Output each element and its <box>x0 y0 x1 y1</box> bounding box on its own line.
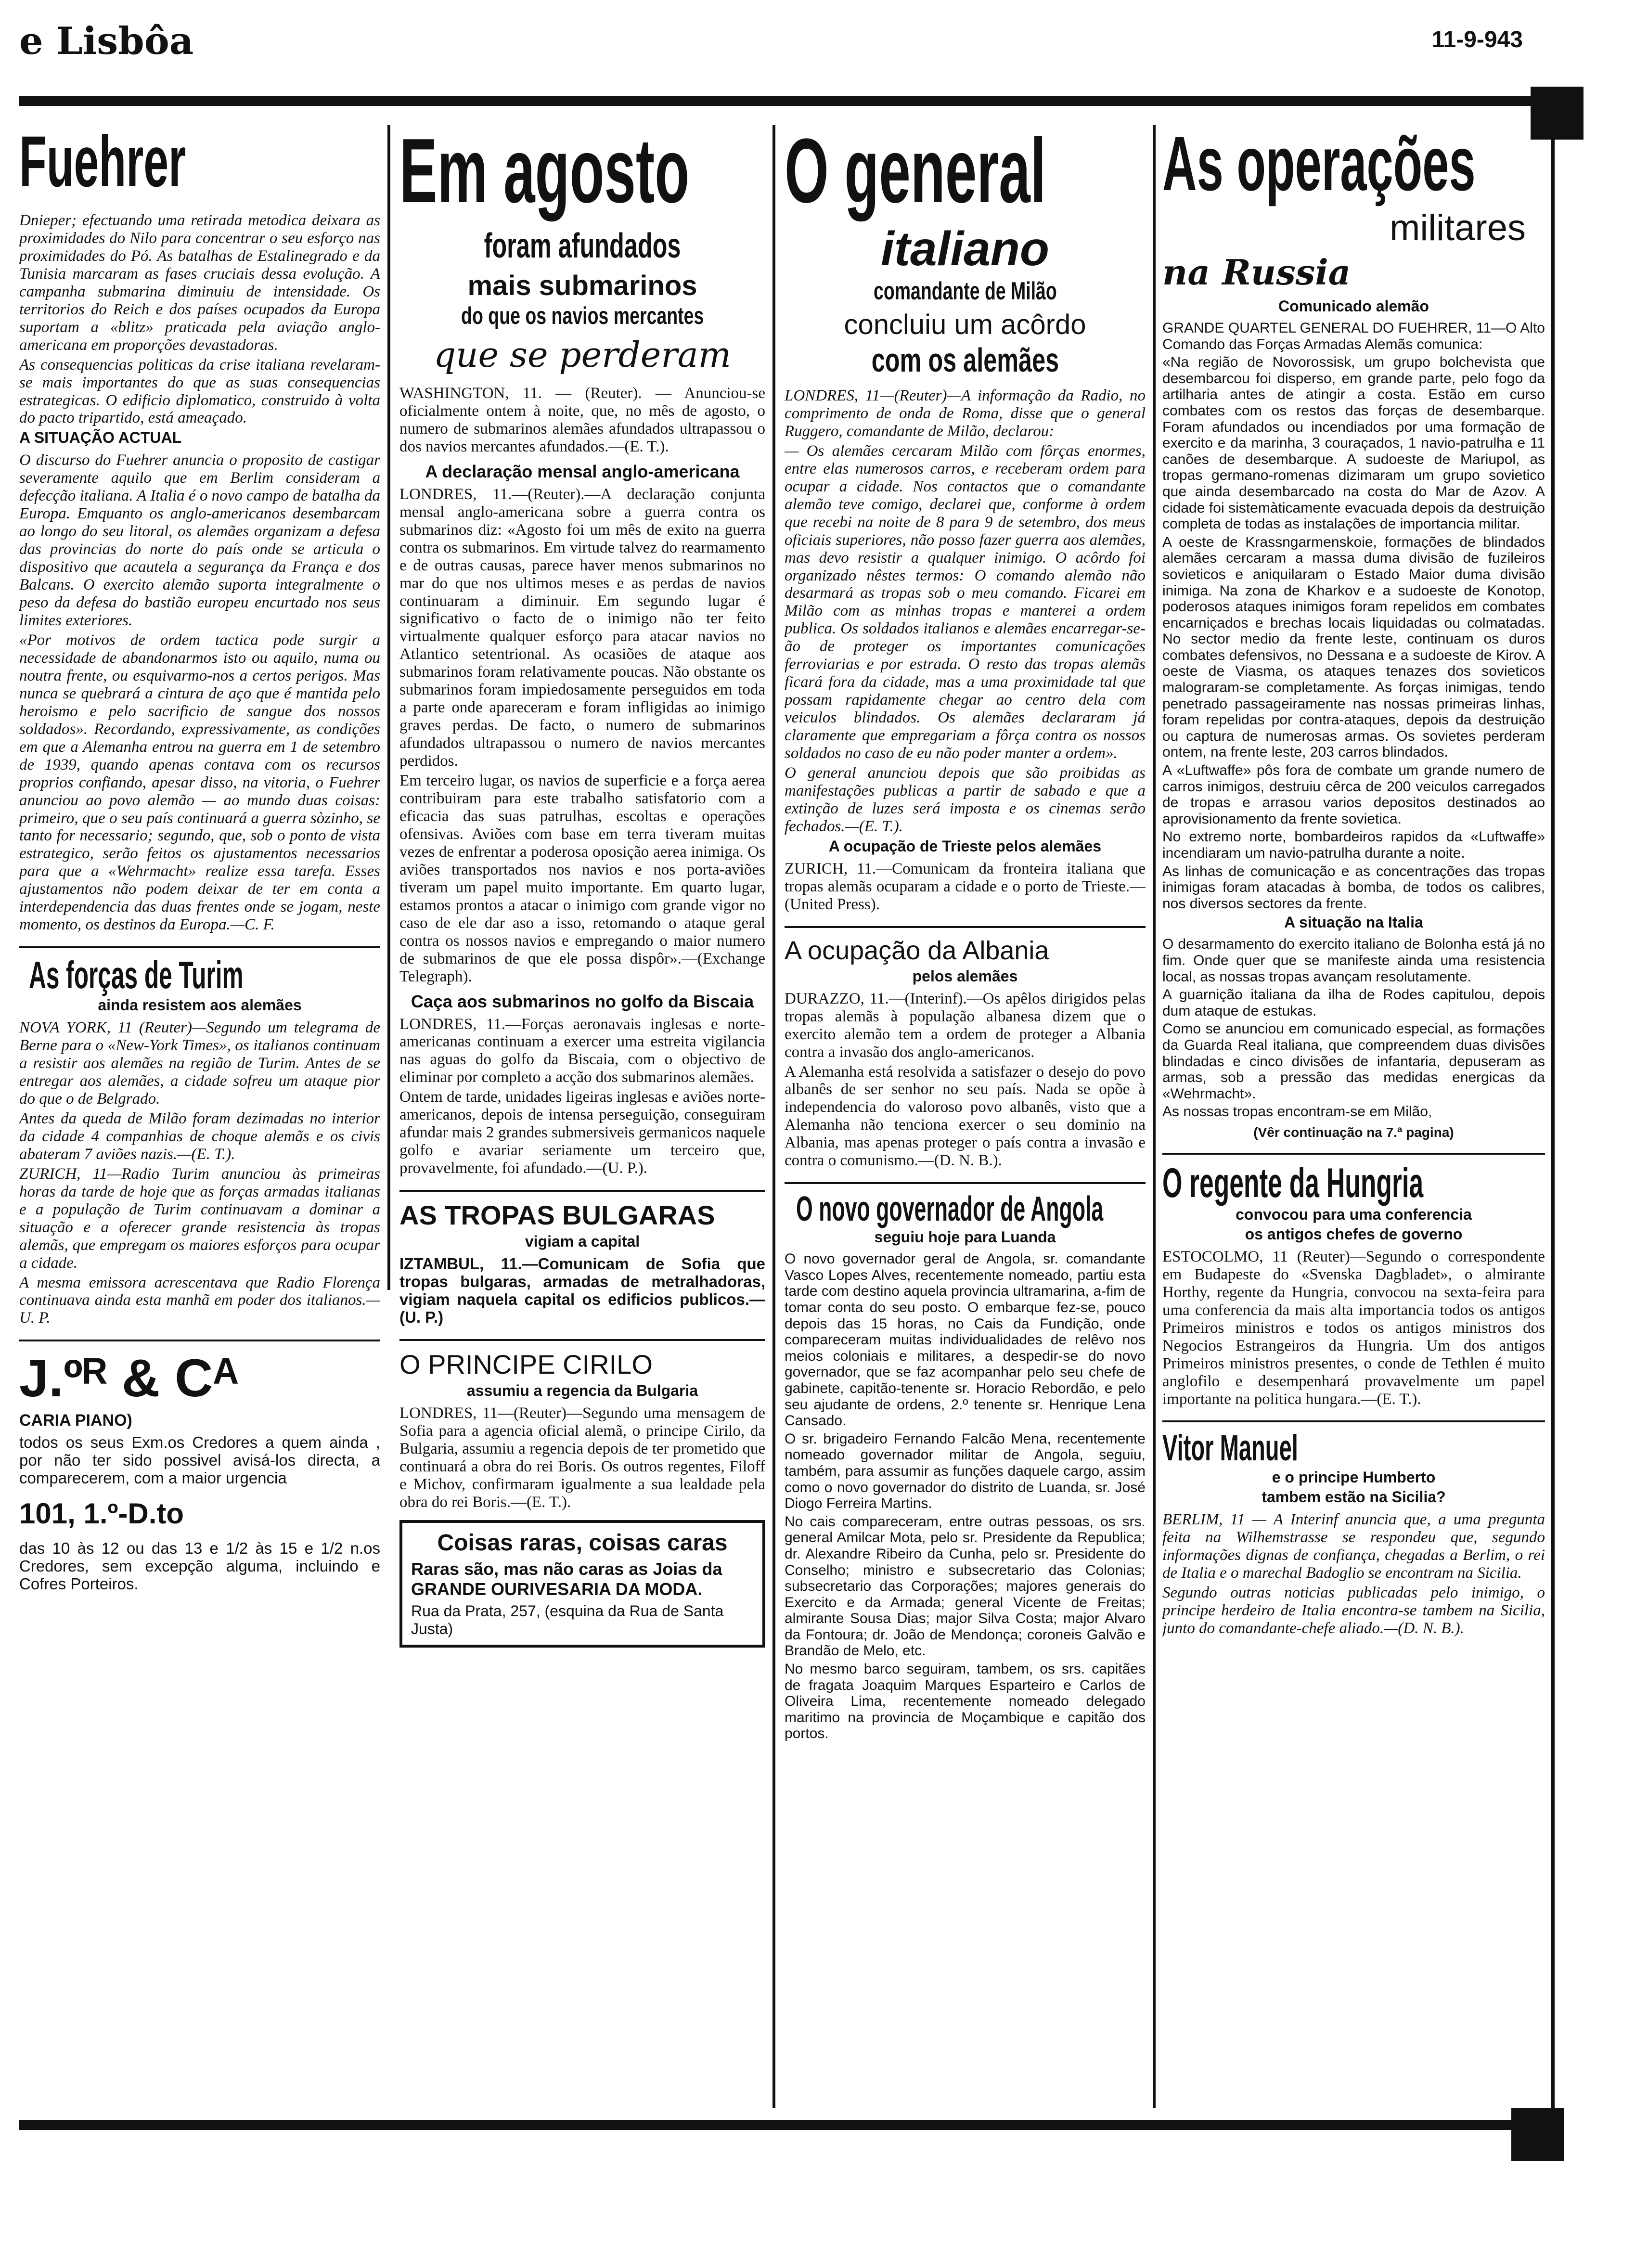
cirilo-paragraph: LONDRES, 11—(Reuter)—Segundo uma mensagem de Sofia para a agencia oficial alemã, o principe Cirilo, da Bulgaria, assumiu a regencia depois de ter prometido que continuará a obra do rei Boris. Os outros regentes, Filoff e Michov, confirmaram igualmente a sua lealdade pela obra do rei Boris.—(E. T.). <box>399 1404 765 1511</box>
general-deck-4: com os alemães <box>871 341 1059 379</box>
article-separator <box>1162 1153 1545 1155</box>
agosto-paragraph: LONDRES, 11.—Forças aeronavais inglesas e norte-americanas continuam a exercer uma estreita vigilancia nas aguas do golfo da Biscaia, com o objectivo de eliminar por completo a acção dos submarinos alemães. <box>399 1015 765 1086</box>
trieste-subhead: A ocupação de Trieste pelos alemães <box>828 837 1102 855</box>
fuehrer-paragraph: Dnieper; efectuando uma retirada metodica deixara as proximidades do Nilo para concentrar o seu esforço nas proximidades do Pó. As batalhas de Estalinegrado e da Tunisia marcaram as fases cruciais dessa evolução. A campanha submarina diminuiu de intensidade. Os territorios do Reich e dos países ocupados da Europa suportam a «blitz» praticada pela aviação anglo-americana em proporções devastadoras. <box>19 212 380 354</box>
angola-paragraph: No mesmo barco seguiram, tambem, os srs. capitães de fragata Joaquim Marques Esparteiro e Carlos de Oliveira Lima, recentemente nomeado delegado maritimo na provincia de Moçambique e capitão dos portos. <box>785 1661 1146 1742</box>
jewelry-ad-text: Raras são, mas não caras as Joias da GRANDE OURIVESARIA DA MODA. <box>411 1559 722 1599</box>
article-separator <box>19 946 380 948</box>
issue-date: 11-9-943 <box>1431 27 1523 52</box>
fuehrer-paragraph: O discurso do Fuehrer anuncia o proposito de castigar severamente aquilo que em Berlim consideram a defecção italiana. A Italia é o novo campo de batalha da Europa. Emquanto os anglo-americanos desembarcam ao longo do seu litoral, os alemães organizam a defesa das provincias do norte do país onde se articula o dispositivo que acautela a segurança da França e dos Balcans. O exercito alemão suporta integralmente o peso da defesa do bastião europeu encurtado nos seus limites exteriores. <box>19 451 380 630</box>
cirilo-headline: O PRINCIPE CIRILO <box>399 1349 653 1379</box>
agosto-subhead: A declaração mensal anglo-americana <box>425 461 740 481</box>
operacoes-paragraph: As linhas de comunicação e as concentrações das tropas inimigas foram atacadas à bomba, de todos os calibres, nos diversos sectores da frente. <box>1162 863 1545 912</box>
general-paragraph: O general anunciou depois que são proibidas as manifestações publicas a partir de sabado e que a extinção de luzes será imposta e os cinemas serão fechados.—(E. T.). <box>785 764 1146 835</box>
turim-subhead: ainda resistem aos alemães <box>98 996 302 1014</box>
column-rule-3 <box>1153 125 1156 2108</box>
column-2 <box>399 125 765 2108</box>
bulgaras-paragraph: IZTAMBUL, 11.—Comunicam de Sofia que tropas bulgaras, armadas de metralhadoras, vigiam naquela capital os edificios publicos.—(U. P.) <box>399 1255 765 1326</box>
agosto-deck <box>399 226 765 375</box>
angola-subhead: seguiu hoje para Luanda <box>874 1228 1056 1246</box>
bulgaras-subhead: vigiam a capital <box>525 1233 640 1250</box>
turim-paragraph: ZURICH, 11—Radio Turim anunciou às primeiras horas da tarde de hoje que as forças armadas italianas e a população de Turim continuavam a dominar a situação e a oferecer grande resistencia às tropas alemãs, que empregam os maiores esforços para ocupar a cidade. <box>19 1165 380 1272</box>
jewelry-ad <box>399 1520 765 1648</box>
operacoes-subhead: A situação na Italia <box>1284 914 1423 931</box>
right-rule <box>1551 106 1555 2123</box>
operacoes-deck-2: na Russia <box>1162 252 1351 293</box>
albania-headline: A ocupação da Albania <box>785 936 1049 965</box>
albania-paragraph: A Alemanha está resolvida a satisfazer o desejo do povo albanês de ser senhor no seu país. Nada se opõe à independencia do valoroso povo albanês, visto que a Alemanha não tenciona exercer o seu dominio na Albania, mas apenas proteger o país contra a invasão e contra o comunismo.—(D. N. B.). <box>785 1063 1146 1170</box>
column-rule-2 <box>772 125 775 2108</box>
operacoes-paragraph: No extremo norte, bombardeiros rapidos da «Luftwaffe» incendiaram um navio-patrulha durante a noite. <box>1162 829 1545 861</box>
notice-address: 101, 1.º-D.to <box>19 1497 184 1530</box>
agosto-paragraph: Em terceiro lugar, os navios de superficie e a força aerea contribuiram para este trabalho satisfatorio com a eficacia das suas patrulhas, escoltas e operações ofensivas. Aviões com base em terra tiveram muitas vezes de enfrentar a poderosa oposição aerea inimiga. Os aviões transportados nos navios e nos porta-aviões tiveram um papel muito importante. Em quarto lugar, estamos prontos a atacar o inimigo com grande vigor no caso de ele dar aso a isso, retomando o ataque geral contra os nossos navios e empregando o maior numero de submarinos de que ele possa dispôr».—(Exchange Telegraph). <box>399 772 765 985</box>
angola-paragraph: O sr. brigadeiro Fernando Falcão Mena, recentemente nomeado governador militar de Angola, seguiu, também, para assumir as funções daquele cargo, assim como o novo governador do distrito de Luanda, sr. José Diogo Ferreira Martins. <box>785 1430 1146 1512</box>
operacoes-paragraph: A «Luftwaffe» pôs fora de combate um grande numero de carros inimigos, destruiu cêrca de 200 veiculos carregados de tropas e arrasou varios depositos destinados ao aprovisionamento da frente sovietica. <box>1162 762 1545 827</box>
vitor-subhead: e o principe Humberto <box>1272 1469 1436 1486</box>
agosto-paragraph: WASHINGTON, 11. — (Reuter). — Anunciou-se oficialmente ontem à noite, que, no mês de agosto, o numero de submarinos alemães afundados ultrapassou o dos navios mercantes afundados.—(E. T.). <box>399 385 765 455</box>
general-deck-2: comandante de Milão <box>873 277 1057 305</box>
hungria-subhead: convocou para uma conferencia <box>1236 1205 1472 1223</box>
agosto-deck-3: do que os navios mercantes <box>461 302 704 329</box>
operacoes-paragraph: «Na região de Novorossisk, um grupo bolchevista que desembarcou foi disperso, em grande parte, pelo fogo da artilharia antes de atingir a costa. Estão em curso combates com os restos das forças de desembarque. Foram afundados ou incendiados por uma formação de exercito e da marinha, 3 couraçados, 1 navio-patrulha e 11 canões de desembarque. A sudoeste de Mariupol, as tropas germano-romenas dizimaram um grupo sovietico que ainda desembarcado na costa do Mar de Azov. A cidade foi sistemàticamente evacuada depois da destruição completa de todas as instalações de importancia militar. <box>1162 354 1545 532</box>
angola-paragraph: No cais compareceram, entre outras pessoas, os srs. general Amilcar Mota, pelo sr. Presidente da Republica; dr. Alexandre Ribeiro da Cunha, pelo sr. Presidente do Conselho; ministro e subsecretario das Colonias; subsecretario das Corporações; majores generais do Exercito e da Armada; general Vicente de Freitas; almirante Sousa Dias; major Silva Costa; major Alvaro da Fontoura; dr. João de Mendonça; coroneis Galvão e Brandão de Melo, etc. <box>785 1513 1146 1659</box>
agosto-headline: Em agosto <box>399 125 690 222</box>
albania-paragraph: DURAZZO, 11.—(Interinf).—Os apêlos dirigidos pelas tropas alemãs à população albanesa dizem que o exercito alemão tem a ordem de proteger a Albania contra a invasão dos anglo-americanos. <box>785 990 1146 1061</box>
agosto-subhead: Caça aos submarinos no golfo da Biscaia <box>411 991 754 1011</box>
operacoes-paragraph: Como se anunciou em comunicado especial, as formações da Guarda Real italiana, que compreendem duas divisões blindadas e cinco divisões de infantaria, depuseram as armas, sob a pressão das medidas energicas da «Wehrmacht». <box>1162 1021 1545 1102</box>
article-separator <box>399 1190 765 1192</box>
jewelry-ad-address: Rua da Prata, 257, (esquina da Rua de Santa Justa) <box>411 1602 724 1637</box>
angola-paragraph: O novo governador geral de Angola, sr. comandante Vasco Lopes Alves, recentemente nomeado, partiu esta tarde com destino aquela provincia ultramarina, a-fim de tomar conta do seu posto. O embarque fez-se, pouco depois das 15 horas, no Cais da Fundição, onde compareceram muitas individualidades de relêvo nos meios coloniais e militares, a despedir-se do novo governador, que se faz acompanhar pelo seu chefe de gabinete, capitão-tenente sr. Horacio Rebordão, e pelo seu ajudante de ordens, 2.º tenente sr. Henrique Lena Cansado. <box>785 1251 1146 1429</box>
agosto-paragraph: LONDRES, 11.—(Reuter).—A declaração conjunta mensal anglo-americana sobre a guerra contra os submarinos diz: «Agosto foi um mês de exito na guerra contra os submarinos. Em virtude talvez do rearmamento e de outras causas, parece haver menos submarinos no mar do que nos ultimos meses e as perdas de navios continuaram a diminuir. Em segundo lugar é significativo o facto de o inimigo não ter feito virtualmente qualquer esforço para atacar navios no Atlantico setentrional. As ocasiões de ataque aos submarinos foram relativamente poucas. Não obstante os submarinos foram impiedosamente perseguidos em toda a parte onde apareceram e foram infligidas ao inimigo graves perdas. De facto, o numero de submarinos afundados ultrapassou o numero de navios mercantes perdidos. <box>399 485 765 770</box>
general-headline: O general <box>785 125 1046 222</box>
bottom-rule-corner <box>1511 2108 1564 2161</box>
turim-paragraph: NOVA YORK, 11 (Reuter)—Segundo um telegrama de Berne para o «New-York Times», os italianos continuam a resistir aos alemães na região de Turim. Antes de se entregar aos alemães, a cidade sofreu um ataque pior do que o de Belgrado. <box>19 1019 380 1108</box>
operacoes-paragraph: A guarnição italiana da ilha de Rodes capitulou, depois dum ataque de estukas. <box>1162 987 1545 1019</box>
article-separator <box>399 1339 765 1341</box>
general-deck <box>785 221 1146 387</box>
albania-subhead: pelos alemães <box>912 967 1018 985</box>
article-separator <box>1162 1420 1545 1422</box>
article-separator <box>785 1182 1146 1184</box>
general-paragraph: LONDRES, 11—(Reuter)—A informação da Radio, no comprimento de onda de Roma, disse que o general Ruggero, comandante de Milão, declarou: <box>785 387 1146 440</box>
fuehrer-headline: Fuehrer <box>19 125 186 202</box>
top-rule <box>19 96 1559 106</box>
jewelry-ad-headline: Coisas raras, coisas caras <box>437 1530 728 1556</box>
general-paragraph: — Os alemães cercaram Milão com fôrças enormes, entre elas numerosos carros, e receberam ordem para ocupar a cidade. Nos contactos que o comandante alemão teve comigo, declarei que, conforme à ordem que recebi na noite de 8 para 9 de setembro, dos meus oficiais superiores, não posso fazer guerra aos alemães, mas devo resistir a qualquer inimigo. O acôrdo foi organizado nêstes termos: O comando alemão não desarmará as tropas sob o meu comando. Ficarei em Milão com as minhas tropas e manterei a ordem publica. Os soldados italianos e alemães encarregar-se-ão de proteger os importantes comunicações ferroviarias e por estrada. O resto das tropas alemãs ficará fora da cidade, mas a uma proximidade tal que possam rapidamente chegar ao centro dela com veiculos blindados. Os alemães declararam já claramente que empregariam a fôrça contra os nossos soldados no caso de eu não poder manter a ordem». <box>785 442 1146 762</box>
operacoes-paragraph: O desarmamento do exercito italiano de Bolonha está já no fim. Onde quer que se manifeste ainda uma resistencia local, as nossas tropas avançam resolutamente. <box>1162 936 1545 985</box>
turim-paragraph: A mesma emissora acrescentava que Radio Florença continuava ainda esta manhã em poder dos italianos.—U. P. <box>19 1274 380 1327</box>
article-separator <box>785 926 1146 928</box>
agosto-deck-2: mais submarinos <box>467 270 697 301</box>
operacoes-paragraph: A oeste de Krassngarmenskoie, formações de blindados alemães cercaram a massa duma divisão de fuzileiros sovieticos e aniquilaram o Estado Maior duma divisão inimiga. Na zona de Kharkov e a sudoeste de Konotop, poderosos ataques inimigos foram repelidos em combates encarniçados e brechas locais liquidadas ou colmatadas. No sector medio da frente leste, continuam os duros combates defensivos, no Dessana e a sudoeste de Kirov. A oeste de Viasma, os ataques tenazes dos sovieticos malograram-se completamente. As forças inimigas, tendo penetrado passageiramente nas nossas primeiras linhas, foram repelidas por contra-ataques, depois da destruição ou captura de numerosas armas. Os sovietes perderam ontem, na frente leste, 203 carros blindados. <box>1162 534 1545 760</box>
column-4 <box>1162 125 1545 2108</box>
article-separator <box>19 1340 380 1341</box>
hungria-subhead: os antigos chefes de governo <box>1245 1225 1463 1243</box>
agosto-deck-4: que se perderam <box>434 335 731 375</box>
vitor-headline: Vitor Manuel <box>1162 1428 1298 1469</box>
fuehrer-paragraph: As consequencias politicas da crise italiana revelaram-se mais importantes do que as suas consequencias estrategicas. O edificio diplomatico, construido à volta do pacto tripartido, está ameaçado. <box>19 356 380 427</box>
masthead <box>0 0 1648 63</box>
fuehrer-subhead: A SITUAÇÃO ACTUAL <box>19 429 182 447</box>
newspaper-name: e Lisbôa <box>19 19 194 63</box>
trieste-paragraph: ZURICH, 11.—Comunicam da fronteira italiana que tropas alemãs ocuparam a cidade e o porto de Trieste.—(United Press). <box>785 860 1146 913</box>
cirilo-subhead: assumiu a regencia da Bulgaria <box>466 1381 698 1399</box>
column-1 <box>19 125 380 2108</box>
vitor-subhead: tambem estão na Sicilia? <box>1262 1488 1446 1506</box>
operacoes-deck-1: militares <box>1390 207 1526 248</box>
hungria-paragraph: ESTOCOLMO, 11 (Reuter)—Segundo o correspondente em Budapeste do «Svenska Dagbladet», o almirante Horthy, regente da Hungria, convocou na sexta-feira para uma conferencia da mais alta importancia todos os antigos Primeiros ministros e todos os antigos ministros dos Negocios Estrangeiros da Hungria. Um dos antigos Primeiros ministros presentes, o conde de Tethlen é muito anglofilo e desempenhará provavelmente um papel importante na politica hungara.—(E. T.). <box>1162 1248 1545 1408</box>
agosto-deck-1: foram afundados <box>484 227 681 265</box>
vitor-paragraph: Segundo outras noticias publicadas pelo inimigo, o principe herdeiro de Italia encontra-se tambem na Sicilia, junto do comandante-chefe aliado.—(D. N. B.). <box>1162 1584 1545 1637</box>
turim-headline: As forças de Turim <box>29 954 244 997</box>
column-rule-1 <box>387 125 390 1290</box>
operacoes-paragraph: GRANDE QUARTEL GENERAL DO FUEHRER, 11—O Alto Comando das Forças Armadas Alemãs comunica: <box>1162 320 1545 352</box>
vitor-paragraph: BERLIM, 11 — A Interinf anuncia que, a uma pregunta feita na Wilhemstrasse se respondeu que, segundo informações dignas de confiança, chegadas a Berlim, o rei de Italia e o marechal Badoglio se encontram na Sicilia. <box>1162 1511 1545 1582</box>
operacoes-headline: As operações <box>1162 125 1476 206</box>
general-deck-3: concluiu um acôrdo <box>844 309 1086 340</box>
bulgaras-headline: AS TROPAS BULGARAS <box>399 1200 715 1231</box>
column-3 <box>785 125 1146 2108</box>
continuation-note: (Vêr continuação na 7.ª pagina) <box>1253 1124 1454 1140</box>
bottom-rule <box>19 2120 1559 2130</box>
turim-paragraph: Antes da queda de Milão foram dezimadas no interior da cidade 4 companhias de choque alemãs e os civis abateram 7 aviões nazis.—(E. T.). <box>19 1109 380 1163</box>
notice-title: J.ºᴿ & Cᴬ <box>19 1349 239 1408</box>
hungria-headline: O regente da Hungria <box>1162 1160 1424 1206</box>
angola-headline: O novo governador de Angola <box>796 1190 1104 1229</box>
operacoes-subhead: Comunicado alemão <box>1278 297 1429 315</box>
notice-subtitle: CARIA PIANO) <box>19 1411 132 1430</box>
general-deck-1: italiano <box>880 222 1050 276</box>
fuehrer-paragraph: «Por motivos de ordem tactica pode surgir a necessidade de abandonarmos isto ou aquilo, numa ou noutra frente, ou esquivarmo-nos a certos perigos. Mas nunca se quebrará a cintura de aço que é mantida pelo heroismo e pelo sacrificio de sangue dos nossos soldados». Recordando, expressivamente, as condições em que a Alemanha entrou na guerra em 1 de setembro de 1939, quando apenas contava com os recursos proprios confiando, apesar disso, na vitoria, o Fuehrer anunciou ao povo alemão — ao mundo duas coisas: primeiro, que o seu país continuará a guerra sòzinho, se tanto for necessario; segundo, que, sob o ponto de vista estrategico, serão feitos os ajustamentos necessarios para que a «Wehrmacht» realize essa tarefa. Esses ajustamentos não podem deixar de ter em conta a interdependencia das duas frentes onde se jogam, neste momento, os destinos da Europa.—C. F. <box>19 631 380 934</box>
notice-text: todos os seus Exm.os Credores a quem ainda , por não ter sido possivel avisá-los directa, a comparecerem, com a maior urgencia <box>19 1433 380 1487</box>
operacoes-paragraph: As nossas tropas encontram-se em Milão, <box>1162 1104 1432 1120</box>
notice-text: das 10 às 12 ou das 13 e 1/2 às 15 e 1/2 n.os Credores, sem excepção alguma, incluindo e Cofres Porteiros. <box>19 1539 380 1593</box>
agosto-paragraph: Ontem de tarde, unidades ligeiras inglesas e aviões norte-americanos, depois de intensa perseguição, conseguiram afundar mais 2 grandes submersiveis germanicos naquele golfo e avariar seriamente um terceiro que, provavelmente, foi afundado.—(U. P.). <box>399 1088 765 1177</box>
